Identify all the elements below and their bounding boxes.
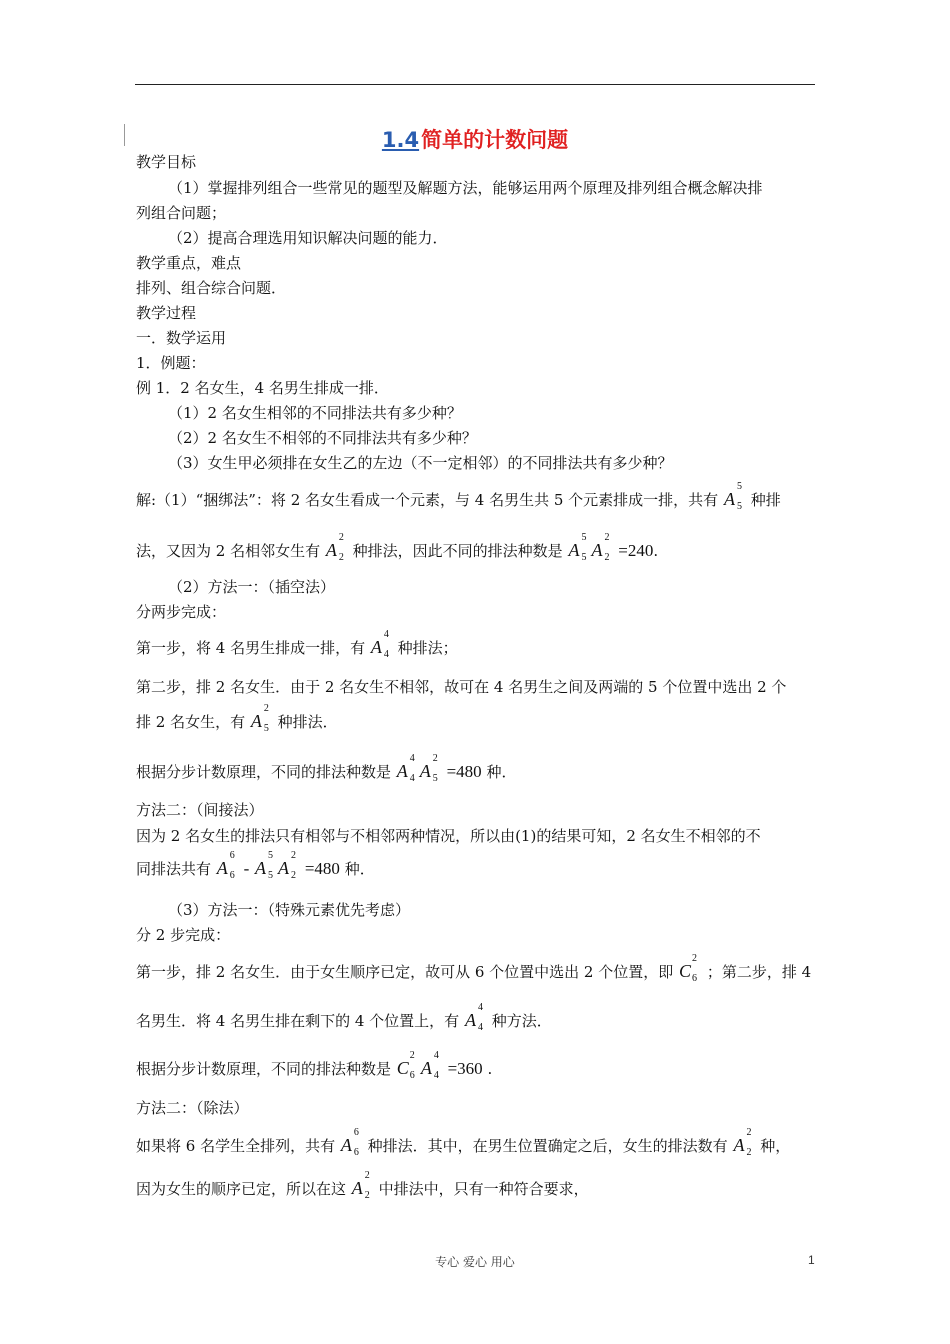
result-line: 根据分步计数原理，不同的排法种数是 C 2 6 A 4 4 =360 . — [136, 1050, 493, 1081]
text-line: 因为女生的顺序已定，所以在这 A 2 2 中排法中，只有一种符合要求， — [136, 1170, 589, 1201]
formula-a44: A 4 4 — [370, 629, 389, 660]
formula-a44: A 4 4 — [396, 753, 415, 784]
question-2: （2）2 名女生不相邻的不同排法共有多少种？ — [168, 429, 477, 447]
section-heading: 一．数学运用 — [136, 329, 227, 347]
result-line: 同排法共有 A 6 6 - A 5 5 A 2 2 =480 种． — [136, 850, 375, 881]
question-1: （1）2 名女生相邻的不同排法共有多少种？ — [168, 404, 462, 422]
step-line: 第一步，将 4 名男生排成一排，有 A 4 4 种排法； — [136, 629, 458, 660]
formula-a52: A 2 5 — [250, 703, 269, 734]
section-heading: 教学目标 — [136, 153, 197, 171]
method-heading: （2）方法一：（插空法） — [168, 578, 336, 596]
title-text: 简单的计数问题 — [421, 128, 569, 152]
example-title: 例 1．2 名女生，4 名男生排成一排． — [136, 379, 389, 397]
formula-a52: A 2 5 — [419, 753, 438, 784]
formula-a55: A 5 5 — [255, 850, 274, 881]
step-line: 名男生．将 4 名男生排在剩下的 4 个位置上，有 A 4 4 种方法． — [136, 1002, 552, 1033]
section-heading: 教学重点，难点 — [136, 254, 242, 272]
method-heading: 方法二：（除法） — [136, 1099, 249, 1117]
result-value: =480 — [304, 859, 340, 878]
page-number: 1 — [808, 1253, 815, 1267]
step-line: 排 2 名女生，有 A 2 5 种排法． — [136, 703, 338, 734]
method-heading: 方法二：（间接法） — [136, 801, 264, 819]
text-line: 分两步完成： — [136, 603, 227, 621]
result-value: =360 — [447, 1059, 483, 1078]
method-heading: （3）方法一：（特殊元素优先考虑） — [168, 901, 411, 919]
text-line: 因为 2 名女生的排法只有相邻与不相邻两种情况，所以由(1)的结果可知，2 名女生不相邻的不 — [136, 827, 761, 845]
text-line: 分 2 步完成： — [136, 926, 231, 944]
solution-line: 法，又因为 2 名相邻女生有 A 2 2 种排法，因此不同的排法种数是 A 5 5 A 2 2 =240. — [136, 532, 659, 563]
title-number: 1.4 — [381, 128, 420, 152]
page-footer: 专心 爱心 用心 — [435, 1255, 515, 1269]
section-heading: 教学过程 — [136, 304, 197, 322]
page-title — [0, 124, 950, 154]
result-value: =240 — [618, 541, 654, 560]
formula-a22: A 2 2 — [733, 1127, 752, 1158]
formula-a66: A 6 6 — [216, 850, 235, 881]
step-line: 第一步，排 2 名女生．由于女生顺序已定，故可从 6 个位置中选出 2 个位置，即 C 2 6 ；第二步，排 4 — [136, 953, 812, 984]
result-value: =480 — [446, 762, 482, 781]
formula-a22: A 2 2 — [591, 532, 610, 563]
formula-a22: A 2 2 — [351, 1170, 370, 1201]
text-line: （2）提高合理选用知识解决问题的能力． — [168, 229, 448, 247]
solution-line: 解:（1）“捆绑法”：将 2 名女生看成一个元素，与 4 名男生共 5 个元素排成一排，共有 A 5 5 种排 — [136, 481, 781, 512]
formula-a44: A 4 4 — [464, 1002, 483, 1033]
formula-c62: C 2 6 — [396, 1050, 415, 1081]
formula-a22: A 2 2 — [325, 532, 344, 563]
step-line: 第二步，排 2 名女生．由于 2 名女生不相邻，故可在 4 名男生之间及两端的 5 个位置中选出 2 个 — [136, 678, 787, 696]
formula-a55: A 5 5 — [568, 532, 587, 563]
formula-c62: C 2 6 — [679, 953, 698, 984]
formula-a44: A 4 4 — [420, 1050, 439, 1081]
header-rule — [135, 84, 815, 85]
formula-a55: A 5 5 — [723, 481, 742, 512]
text-line: 列组合问题； — [136, 204, 227, 222]
text-line: 1．例题： — [136, 354, 206, 372]
result-line: 根据分步计数原理，不同的排法种数是 A 4 4 A 2 5 =480 种． — [136, 753, 517, 784]
text-line: 排列、组合综合问题． — [136, 279, 287, 297]
formula-a66: A 6 6 — [340, 1127, 359, 1158]
question-3: （3）女生甲必须排在女生乙的左边（不一定相邻）的不同排法共有多少种？ — [168, 454, 673, 472]
formula-a22: A 2 2 — [278, 850, 297, 881]
text-line: （1）掌握排列组合一些常见的题型及解题方法，能够运用两个原理及排列组合概念解决排 — [168, 179, 763, 197]
text-line: 如果将 6 名学生全排列，共有 A 6 6 种排法．其中，在男生位置确定之后，女生的排法数有 A 2 2 种， — [136, 1127, 791, 1158]
